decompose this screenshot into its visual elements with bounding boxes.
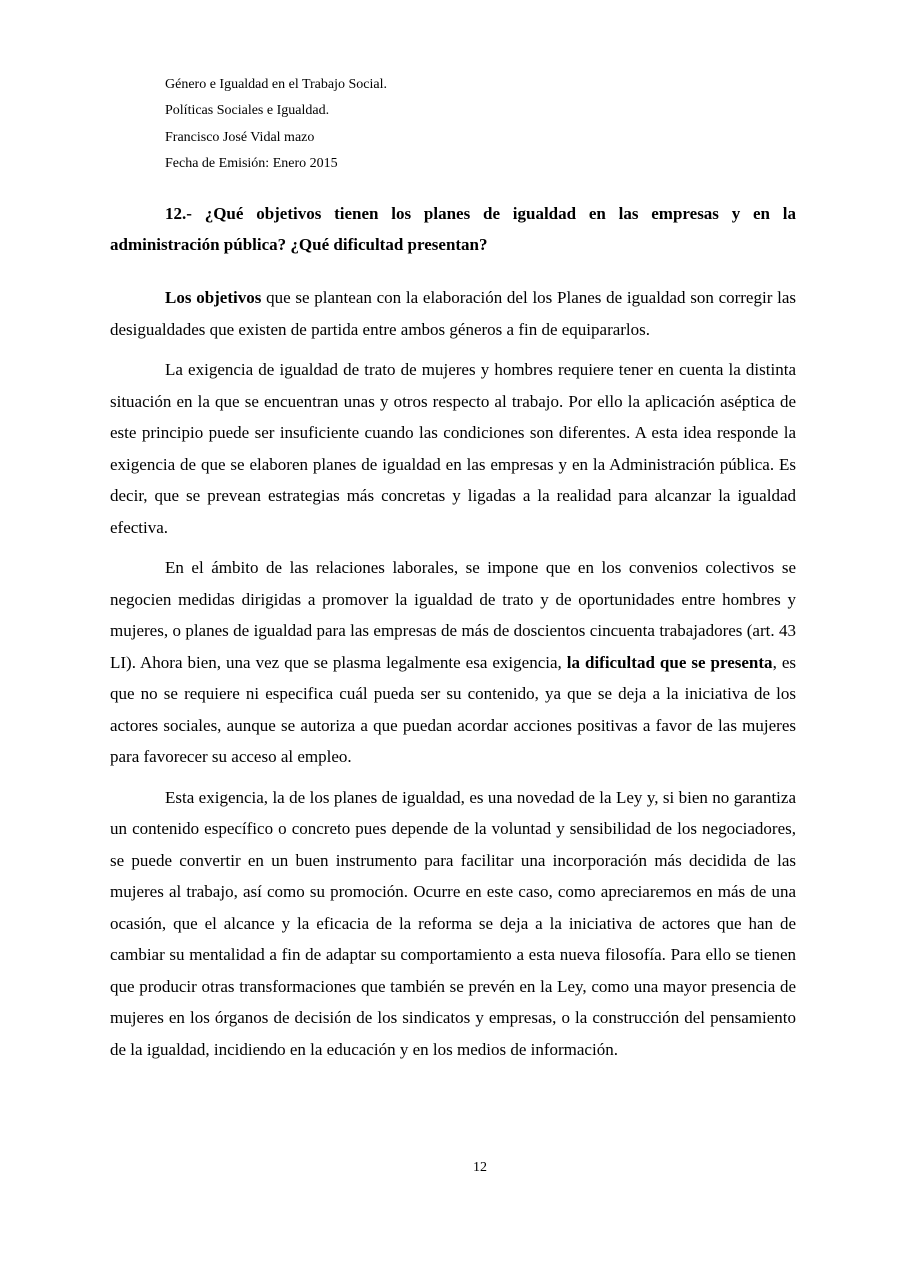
paragraph-text: que se plantean con la elaboración del los Planes de igualdad son corregir las desigualdades que existen de partida entre ambos géneros a fin de equipararlos.: [110, 288, 796, 339]
paragraph-text: , es que no se requiere ni especifica cuál pueda ser su contenido, ya que se deja a la iniciativa de los actores sociales, aunque se autoriza a que puedan acordar acciones positivas a favor de las mujeres para favorecer su acceso al empleo.: [110, 652, 796, 766]
header-subject: Políticas Sociales e Igualdad.: [165, 103, 330, 119]
header-course: Género e Igualdad en el Trabajo Social.: [165, 77, 387, 92]
paragraph-text: Esta exigencia, la de los planes de igualdad, es una novedad de la Ley y, si bien no garantiza un contenido específico o concreto pues depende de la voluntad y sensibilidad de los negociadores, se puede convertir en un buen instrumento para facilitar una incorporación más decidida de las mujeres al trabajo, así como su promoción. Ocurre en este caso, como apreciaremos en más de una ocasión, que el alcance y la eficacia de la reforma se deja a la iniciativa de actores que han de cambiar su mentalidad a fin de adaptar su comportamiento a esta nueva filosofía. Para ello se tienen que producir otras transformaciones que también se prevén en la Ley, como una mayor presencia de mujeres en los órganos de decisión de los sindicatos y empresas, o la construcción del pensamiento de la igualdad, incidiendo en la educación y en los medios de información.: [110, 787, 796, 1059]
paragraph: [110, 552, 796, 773]
paragraph: [110, 282, 796, 345]
paragraph: [110, 354, 796, 543]
paragraph: [110, 782, 796, 1066]
paragraph-text: La exigencia de igualdad de trato de mujeres y hombres requiere tener en cuenta la distinta situación en la que se encuentran unas y otros respecto al trabajo. Por ello la aplicación aséptica de este principio puede ser insuficiente cuando las condiciones son diferentes. A esta idea responde la exigencia de que se elaboren planes de igualdad en las empresas y en la Administración pública. Es decir, que se prevean estrategias más concretas y ligadas a la realidad para alcanzar la igualdad efectiva.: [110, 360, 796, 537]
bold-phrase: Los objetivos: [165, 288, 262, 307]
section-heading: 12.- ¿Qué objetivos tienen los planes de igualdad en las empresas y en la administración pública? ¿Qué dificultad presentan?: [110, 204, 796, 254]
bold-phrase: la dificultad que se presenta: [566, 652, 773, 672]
page-number: 12: [473, 1160, 487, 1175]
document-header: [165, 72, 387, 177]
document-body: [110, 198, 796, 1074]
header-author: Francisco José Vidal mazo: [165, 129, 315, 145]
header-date: Fecha de Emisión: Enero 2015: [165, 155, 338, 171]
paragraph-text: En el ámbito de las relaciones laborales, se impone que en los convenios colectivos se negocien medidas dirigidas a promover la igualdad de trato y de oportunidades entre hombres y mujeres, o planes de igualdad para las empresas de más de doscientos cincuenta trabajadores (art. 43 LI). Ahora bien, una vez que se plasma legalmente esa exigencia,: [110, 558, 796, 672]
